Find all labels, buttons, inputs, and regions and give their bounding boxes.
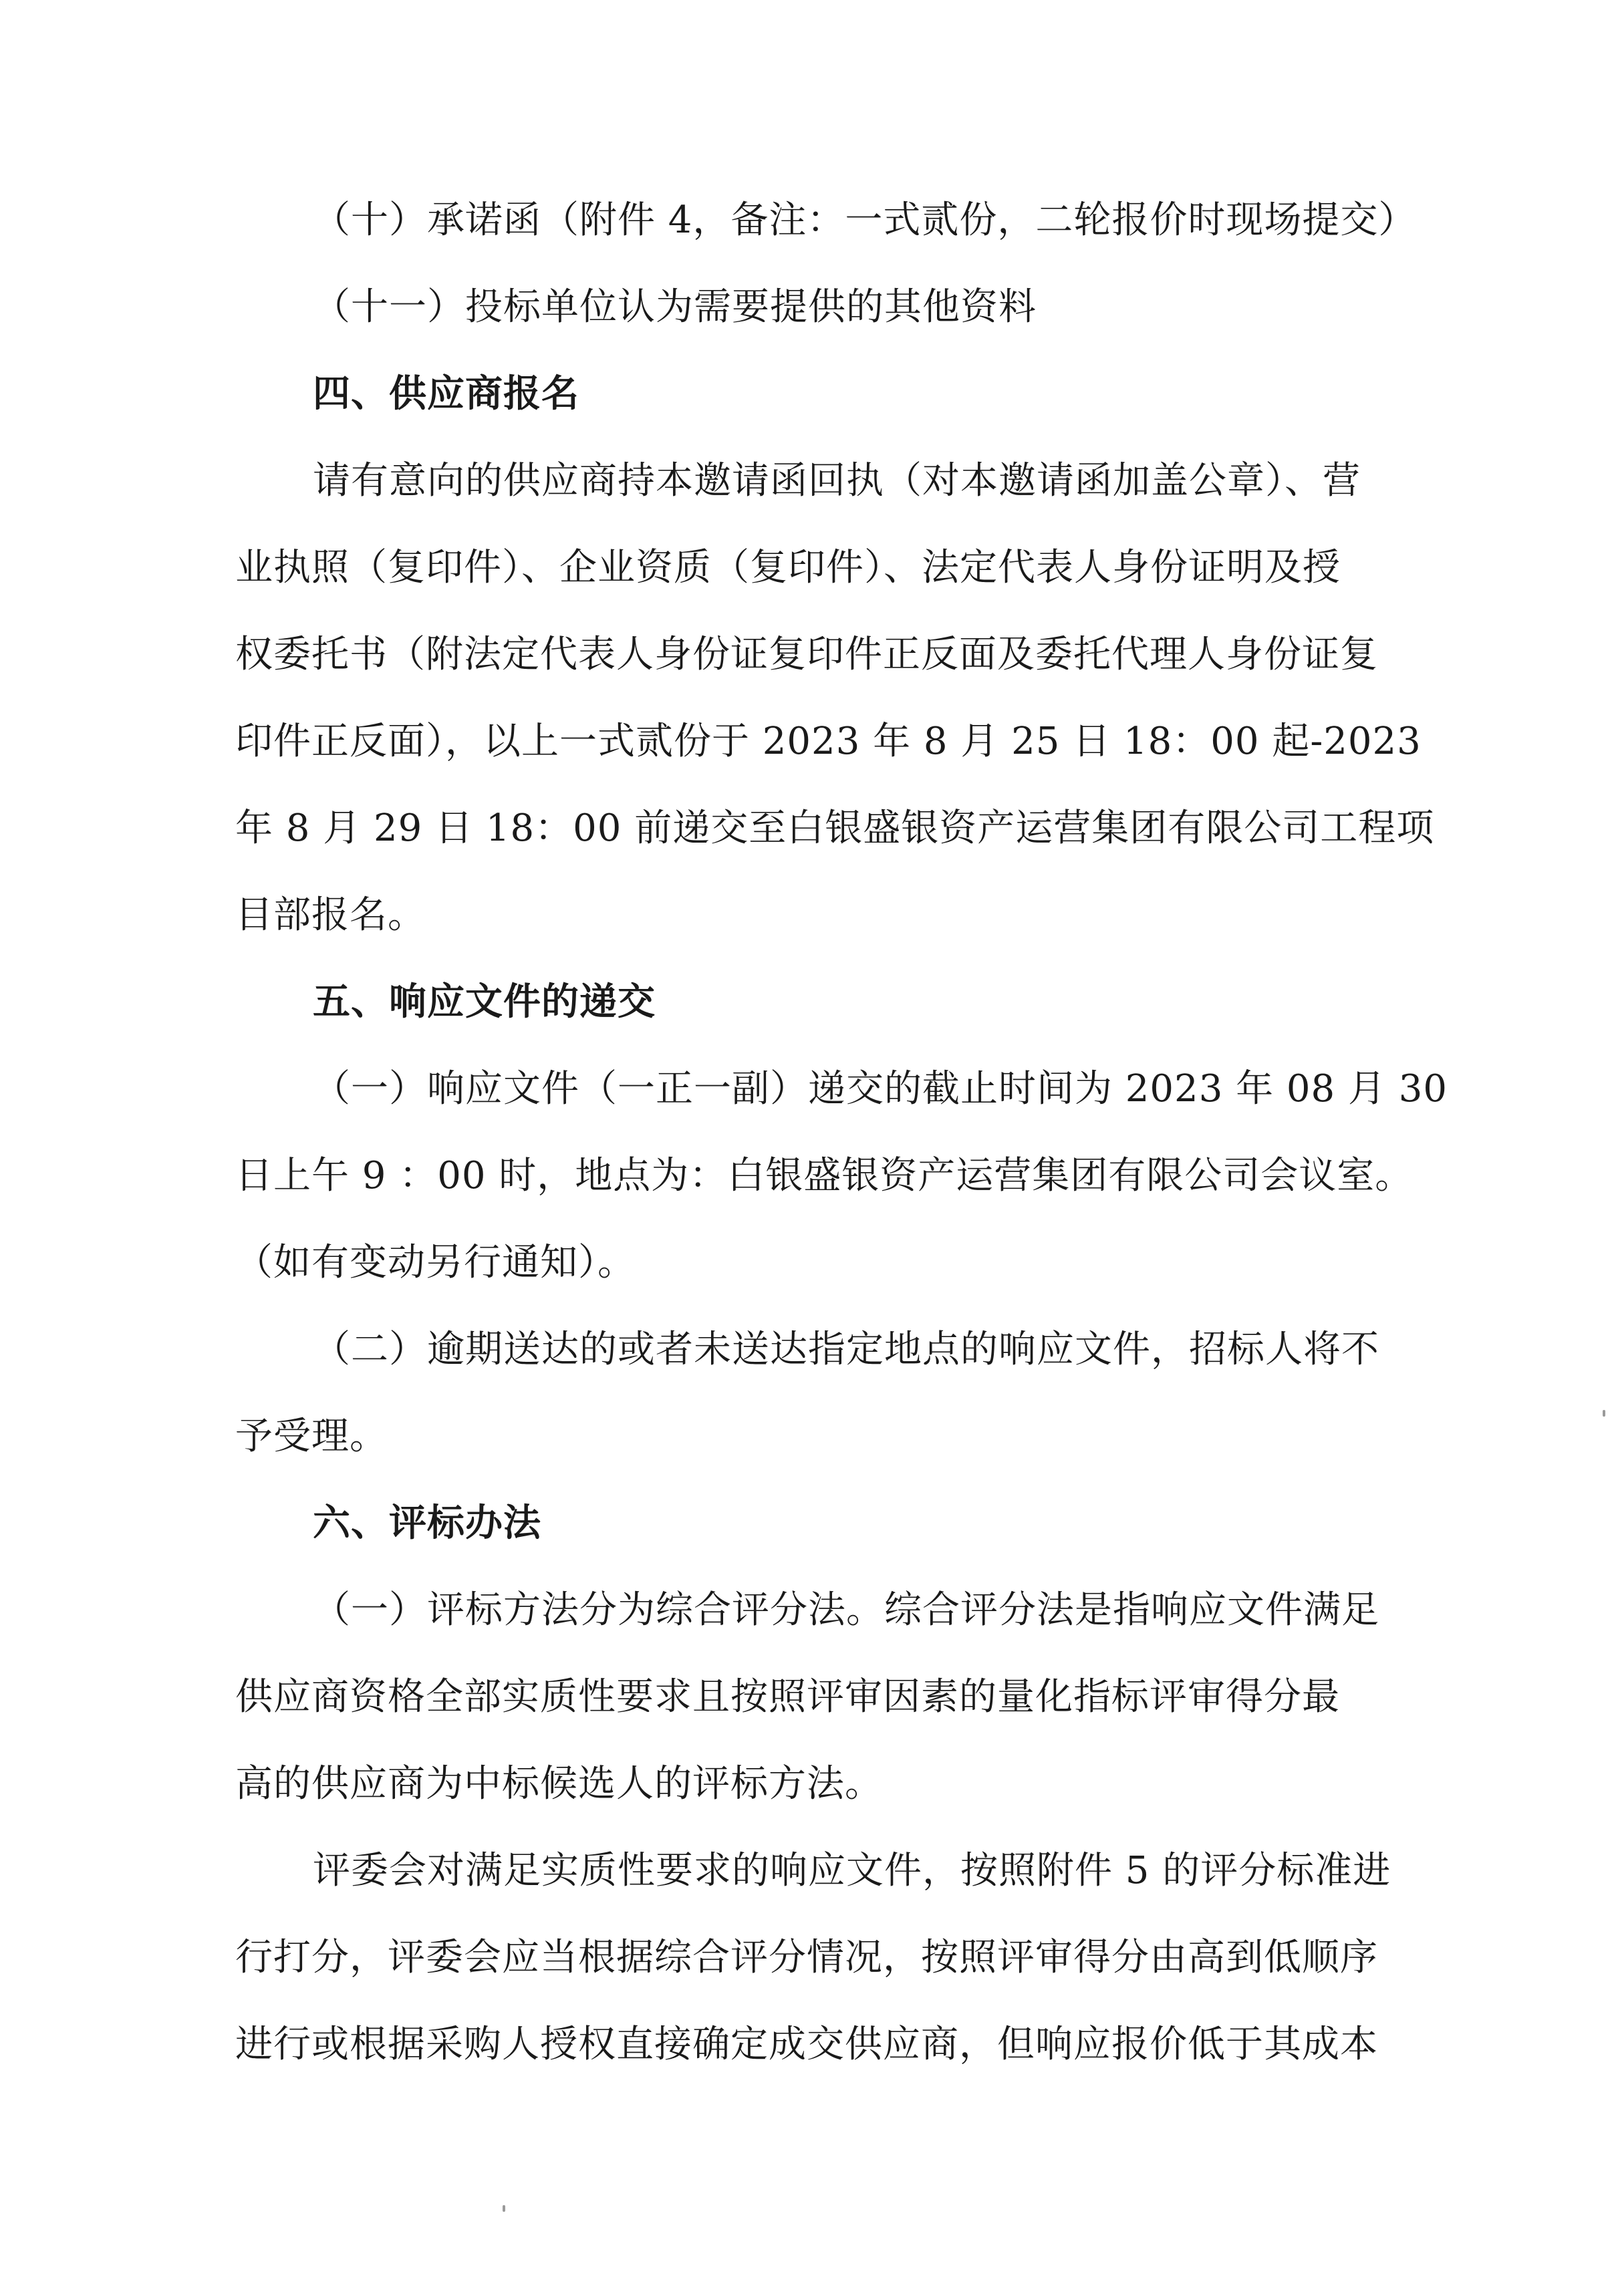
paragraph-line: （二）逾期送达的或者未送达指定地点的响应文件，招标人将不 <box>313 1328 1379 1371</box>
scan-speck <box>1603 1410 1605 1417</box>
paragraph-line: （一）评标方法分为综合评分法。综合评分法是指响应文件满足 <box>313 1588 1379 1632</box>
paragraph-line: 供应商资格全部实质性要求且按照评审因素的量化指标评审得分最 <box>235 1675 1340 1719</box>
section-heading: 五、响应文件的递交 <box>313 980 656 1024</box>
paragraph-line: 行打分，评委会应当根据综合评分情况，按照评审得分由高到低顺序 <box>235 1936 1378 1979</box>
section-heading: 四、供应商报名 <box>313 372 579 416</box>
paragraph-line: 年 8 月 29 日 18：00 前递交至白银盛银资产运营集团有限公司工程项 <box>235 807 1435 850</box>
paragraph-line: 印件正反面），以上一式贰份于 2023 年 8 月 25 日 18：00 起-2023 <box>235 720 1422 763</box>
scan-speck <box>503 2205 505 2212</box>
paragraph-line: 目部报名。 <box>235 893 426 937</box>
paragraph-line: 予受理。 <box>235 1415 388 1458</box>
paragraph-line: 请有意向的供应商持本邀请函回执（对本邀请函加盖公章）、营 <box>313 459 1361 503</box>
paragraph-line: 权委托书（附法定代表人身份证复印件正反面及委托代理人身份证复 <box>235 633 1378 676</box>
section-heading: 六、评标办法 <box>313 1501 541 1545</box>
paragraph-line: （十）承诺函（附件 4，备注：一式贰份，二轮报价时现场提交） <box>313 198 1417 242</box>
paragraph-line: 评委会对满足实质性要求的响应文件，按照附件 5 的评分标准进 <box>313 1849 1391 1892</box>
paragraph-line: 业执照（复印件）、企业资质（复印件）、法定代表人身份证明及授 <box>235 546 1341 589</box>
paragraph-line: （如有变动另行通知）。 <box>235 1241 636 1284</box>
paragraph-line: 日上午 9 ：00 时，地点为：白银盛银资产运营集团有限公司会议室。 <box>235 1154 1414 1197</box>
paragraph-line: （一）响应文件（一正一副）递交的截止时间为 2023 年 08 月 30 <box>313 1067 1448 1111</box>
paragraph-line: 进行或根据采购人授权直接确定成交供应商，但响应报价低于其成本 <box>235 2023 1378 2066</box>
paragraph-line: （十一）投标单位认为需要提供的其他资料 <box>313 285 1037 329</box>
paragraph-line: 高的供应商为中标候选人的评标方法。 <box>235 1762 883 1806</box>
